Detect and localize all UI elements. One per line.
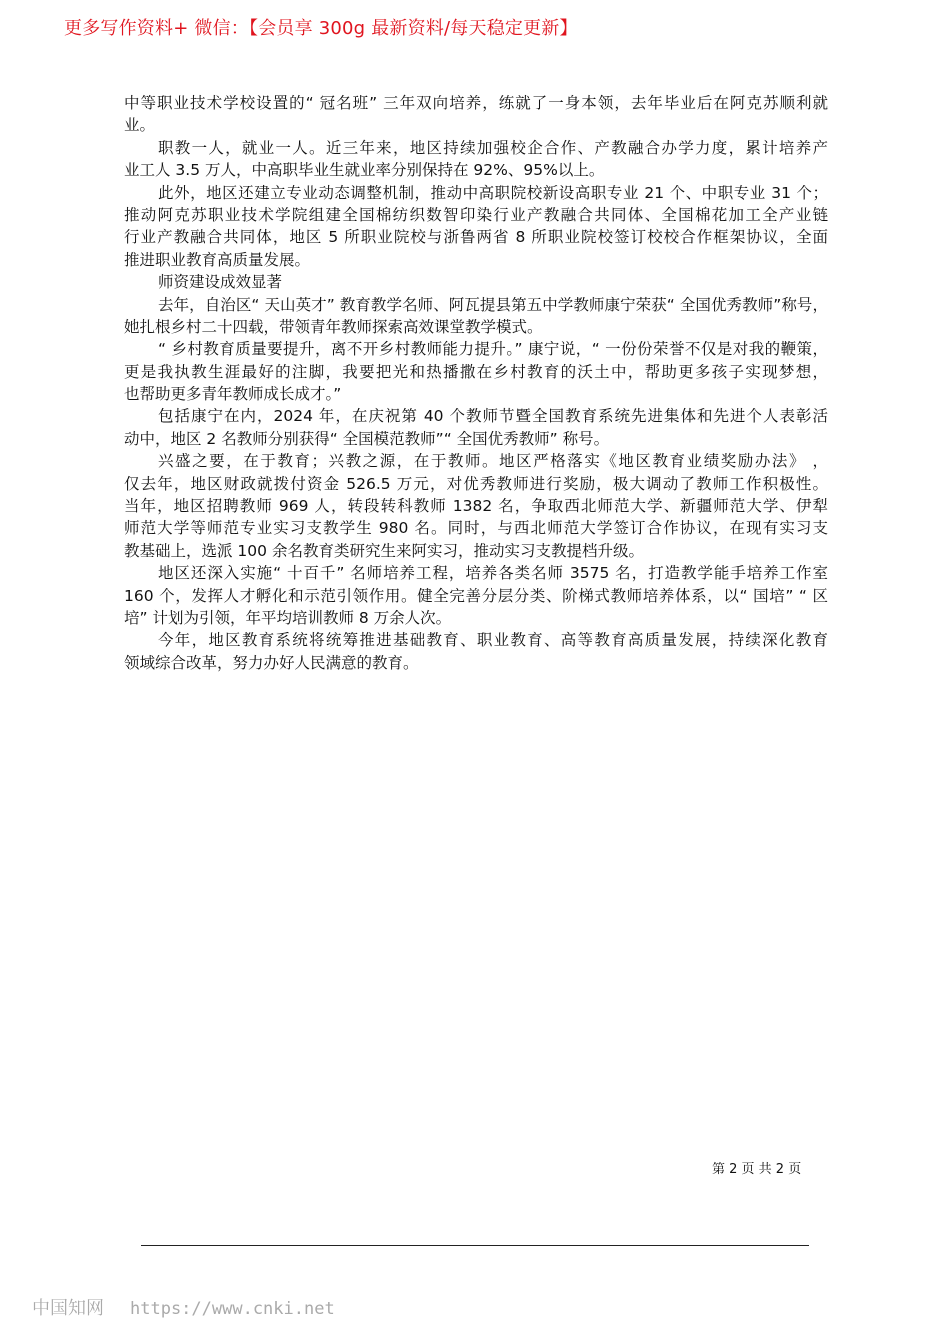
cnki-brand: 中国知网 bbox=[32, 1298, 104, 1319]
promo-banner: 更多写作资料+ 微信：【会员享 300g 最新资料/每天稳定更新】 bbox=[64, 18, 578, 39]
text-line: 职教一人，就业一人。近三年来，地区持续加强校企合作、产教融合办学力度，累计培养产 bbox=[158, 138, 828, 157]
footer-divider bbox=[141, 1245, 809, 1246]
text-line: 去年，自治区“ 天山英才” 教育教学名师、阿瓦提县第五中学教师康宁荣获“ 全国优秀教师”称号， bbox=[158, 295, 828, 314]
text-line: 推动阿克苏职业技术学院组建全国棉纺织数智印染行业产教融合共同体、全国棉花加工全产业链 bbox=[124, 205, 828, 224]
paragraph bbox=[124, 92, 828, 137]
text-line: 师资建设成效显著 bbox=[158, 273, 283, 292]
text-line: 师范大学等师范专业实习支教学生 980 名。同时，与西北师范大学签订合作协议，在现有实习支 bbox=[124, 519, 828, 538]
text-line: 更是我执教生涯最好的注脚，我要把光和热播撒在乡村教育的沃土中，帮助更多孩子实现梦想， bbox=[124, 362, 828, 381]
text-line: 包括康宁在内，2024 年，在庆祝第 40 个教师节暨全国教育系统先进集体和先进个人表彰活 bbox=[158, 407, 828, 426]
text-line: 推进职业教育高质量发展。 bbox=[124, 250, 311, 269]
paragraph bbox=[124, 405, 828, 450]
text-line: 今年，地区教育系统将统筹推进基础教育、职业教育、高等教育高质量发展，持续深化教育 bbox=[158, 631, 828, 650]
text-line: 动中，地区 2 名教师分别获得“ 全国模范教师”“ 全国优秀教师” 称号。 bbox=[124, 429, 610, 448]
text-line: 业。 bbox=[124, 116, 156, 135]
paragraph bbox=[124, 338, 828, 405]
text-line: 培” 计划为引领，年平均培训教师 8 万余人次。 bbox=[124, 608, 452, 627]
footer-watermark bbox=[32, 1294, 335, 1320]
text-line: 此外，地区还建立专业动态调整机制，推动中高职院校新设高职专业 21 个、中职专业 31 个； bbox=[158, 183, 828, 202]
text-line: 160 个，发挥人才孵化和示范引领作用。健全完善分层分类、阶梯式教师培养体系，以“ 国培” “ 区 bbox=[124, 586, 828, 605]
text-line: 仅去年，地区财政就拨付资金 526.5 万元，对优秀教师进行奖励，极大调动了教师工作积极性。 bbox=[124, 474, 828, 493]
text-line: 当年，地区招聘教师 969 人，转段转科教师 1382 名，争取西北师范大学、新疆师范大学、伊犁 bbox=[124, 497, 828, 516]
page-indicator: 第 2 页 共 2 页 bbox=[712, 1162, 802, 1177]
text-line: 中等职业技术学校设置的“ 冠名班” 三年双向培养，练就了一身本领，去年毕业后在阿克苏顺利就 bbox=[124, 94, 828, 112]
text-line: 业工人 3.5 万人，中高职毕业生就业率分别保持在 92%、95%以上。 bbox=[124, 161, 605, 180]
document-body bbox=[124, 92, 828, 674]
paragraph bbox=[124, 271, 828, 293]
cnki-url[interactable]: https://www.cnki.net bbox=[130, 1299, 335, 1319]
text-line: 行业产教融合共同体，地区 5 所职业院校与浙鲁两省 8 所职业院校签订校校合作框架协议，全面 bbox=[124, 228, 828, 247]
paragraph bbox=[124, 182, 828, 272]
text-line: 地区还深入实施“ 十百千” 名师培养工程，培养各类名师 3575 名，打造教学能手培养工作室 bbox=[158, 564, 828, 583]
paragraph bbox=[124, 137, 828, 182]
paragraph bbox=[124, 294, 828, 339]
text-line: “ 乡村教育质量要提升，离不开乡村教师能力提升。” 康宁说，“ 一份份荣誉不仅是对我的鞭策， bbox=[158, 340, 828, 359]
text-line: 也帮助更多青年教师成长成才。” bbox=[124, 385, 342, 404]
text-line: 教基础上，选派 100 余名教育类研究生来阿实习，推动实习支教提档升级。 bbox=[124, 541, 644, 560]
paragraph bbox=[124, 562, 828, 629]
text-line: 她扎根乡村二十四载，带领青年教师探索高效课堂教学模式。 bbox=[124, 317, 543, 336]
paragraph bbox=[124, 450, 828, 562]
text-line: 领域综合改革，努力办好人民满意的教育。 bbox=[124, 653, 419, 672]
text-line: 兴盛之要，在于教育；兴教之源，在于教师。地区严格落实《地区教育业绩奖励办法》 ， bbox=[158, 452, 828, 471]
paragraph bbox=[124, 629, 828, 674]
